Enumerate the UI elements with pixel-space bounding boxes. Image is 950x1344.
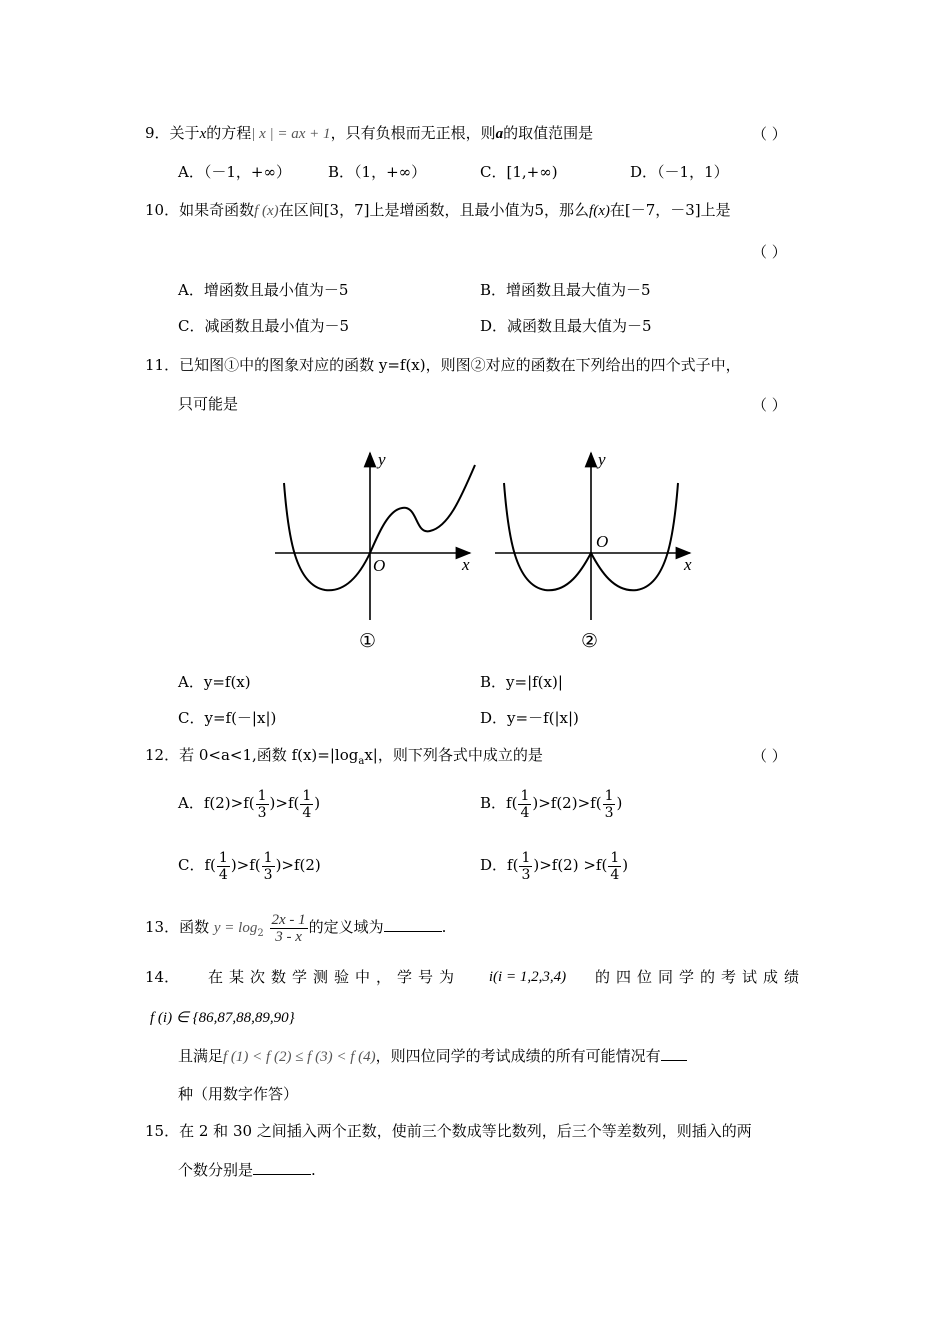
- q12-option-d: D．f( $\frac{1}{3}$ )>f(2) >f( $\frac{1}{4}$ ): [480, 849, 629, 883]
- q13-number: 13．: [145, 918, 180, 936]
- q9-var-x: x: [199, 126, 207, 142]
- q10-text-b: 在区间[3，7]上是增函数，且最小值为5，那么: [278, 201, 590, 219]
- q12-text-a: 若 0<a<1,函数 f(x)=|log: [179, 746, 359, 764]
- q9-stem: [145, 123, 593, 144]
- q9-text-a: 关于: [169, 124, 200, 142]
- q14-line2: f (i) ∈ {86,87,88,89,90}: [150, 1010, 295, 1026]
- q11-option-c: C．y=f(－|x|): [178, 709, 277, 727]
- q10-answer-paren: （ ）: [752, 243, 787, 261]
- q14-condition: f (1) < f (2) ≤ f (3) < f (4): [223, 1049, 376, 1065]
- q11-option-a: A．y=f(x): [178, 673, 251, 691]
- q10-fx2: f(x): [589, 203, 610, 219]
- q12-option-c: C．f( $\frac{1}{4}$ )>f( $\frac{1}{3}$ )>f(2): [178, 849, 321, 883]
- q12-sub-a: a: [358, 756, 365, 767]
- q11-number: 11．: [145, 356, 180, 374]
- q10-option-c: C．减函数且最小值为－5: [178, 317, 350, 335]
- q13-log-base: 2: [257, 928, 264, 939]
- q10-option-d: D．减函数且最大值为－5: [480, 317, 652, 335]
- q14-answer-blank[interactable]: [661, 1060, 687, 1061]
- q13-text-a: 函数: [179, 918, 210, 936]
- q13-fraction: $\frac{2x - 1}{3 - x}$: [271, 911, 306, 945]
- q10-text-c: 在[－7，－3]上是: [609, 201, 731, 219]
- q11-answer-paren: （ ）: [752, 396, 787, 414]
- q15-line1: [145, 1121, 752, 1141]
- q15-answer-blank[interactable]: [253, 1174, 311, 1175]
- q14-line4: 种（用数字作答）: [178, 1085, 299, 1103]
- q9-text-c: ，只有负根而无正根，则: [330, 124, 496, 142]
- q15-number: 15．: [145, 1122, 180, 1140]
- graph-2: [490, 445, 700, 655]
- q14-set-i: i(i = 1,2,3,4): [488, 969, 567, 985]
- q9-option-a: A．（－1，+∞）: [178, 163, 291, 181]
- q9-answer-paren: （ ）: [752, 125, 787, 143]
- q10-text-a: 如果奇函数: [179, 201, 255, 219]
- q12-option-b: B．f( $\frac{1}{4}$ )>f(2)>f( $\frac{1}{3}$ ): [480, 787, 623, 821]
- q14-number: 14．: [145, 968, 180, 986]
- q14-line1b-text: 的四位同学的考试成绩: [594, 968, 805, 986]
- q9-text-d: 的取值范围是: [503, 124, 594, 142]
- graph-2-origin: O: [596, 532, 609, 551]
- q11-option-b: B．y=|f(x)|: [480, 673, 563, 691]
- q15-line1-text: 在 2 和 30 之间插入两个正数，使前三个数成等比数列，后三个等差数列，则插入的两: [179, 1122, 752, 1140]
- q10-fx: f (x): [254, 203, 279, 219]
- q12-stem: [145, 745, 543, 772]
- q13-answer-blank[interactable]: [384, 931, 442, 932]
- graph-1-x-label: x: [462, 555, 470, 574]
- graph-2-caption: ②: [581, 630, 599, 652]
- q12-option-a: A．f(2)>f( $\frac{1}{3}$ )>f( $\frac{1}{4}$ ): [178, 787, 321, 821]
- q12-answer-paren: （ ）: [752, 747, 787, 765]
- q10-option-b: B．增函数且最大值为－5: [480, 281, 651, 299]
- question-13: 13．函数 $y = \log_2$ $\frac{2x - 1}{3 - x}$ 的定义域为 .: [145, 911, 447, 945]
- q14-line3: 且满足f (1) < f (2) ≤ f (3) < f (4)，则四位同学的考试成绩的所有可能情况有: [178, 1046, 687, 1067]
- q9-option-c: C．[1,+∞): [480, 163, 558, 181]
- graph-1-y-label: y: [378, 450, 386, 469]
- q9-option-b: B．（1，+∞）: [328, 163, 427, 181]
- q9-var-a: a: [495, 126, 504, 142]
- q13-lhs: y = log: [213, 920, 258, 936]
- q11-option-d: D．y=－f(|x|): [480, 709, 579, 727]
- q15-line2: 个数分别是 .: [178, 1161, 316, 1179]
- graph-1: [270, 445, 480, 655]
- graph-1-origin: O: [373, 556, 386, 575]
- q9-equation: | x | = ax + 1: [251, 126, 331, 142]
- q11-line2: 只可能是: [178, 395, 239, 413]
- q11-line1: [145, 355, 741, 375]
- q10-option-a: A．增函数且最小值为－5: [178, 281, 349, 299]
- q12-number: 12．: [145, 746, 180, 764]
- q13-text-b: 的定义域为: [308, 918, 384, 936]
- q9-number: 9．: [145, 124, 170, 142]
- q9-text-b: 的方程: [206, 124, 252, 142]
- graph-2-x-label: x: [684, 555, 692, 574]
- q9-option-d: D．（－1，1）: [630, 163, 729, 181]
- graph-2-y-label: y: [598, 450, 606, 469]
- q12-text-b: x|，则下列各式中成立的是: [364, 746, 543, 764]
- q14-line1-text: 在某次数学测验中，学号为: [207, 968, 460, 986]
- q14-line1: [145, 967, 805, 987]
- q10-stem: [145, 200, 731, 221]
- q11-line1-text: 已知图①中的图象对应的函数 y=f(x)，则图②对应的函数在下列给出的四个式子中，: [179, 356, 741, 374]
- graph-1-caption: ①: [359, 630, 377, 652]
- q10-number: 10．: [145, 201, 180, 219]
